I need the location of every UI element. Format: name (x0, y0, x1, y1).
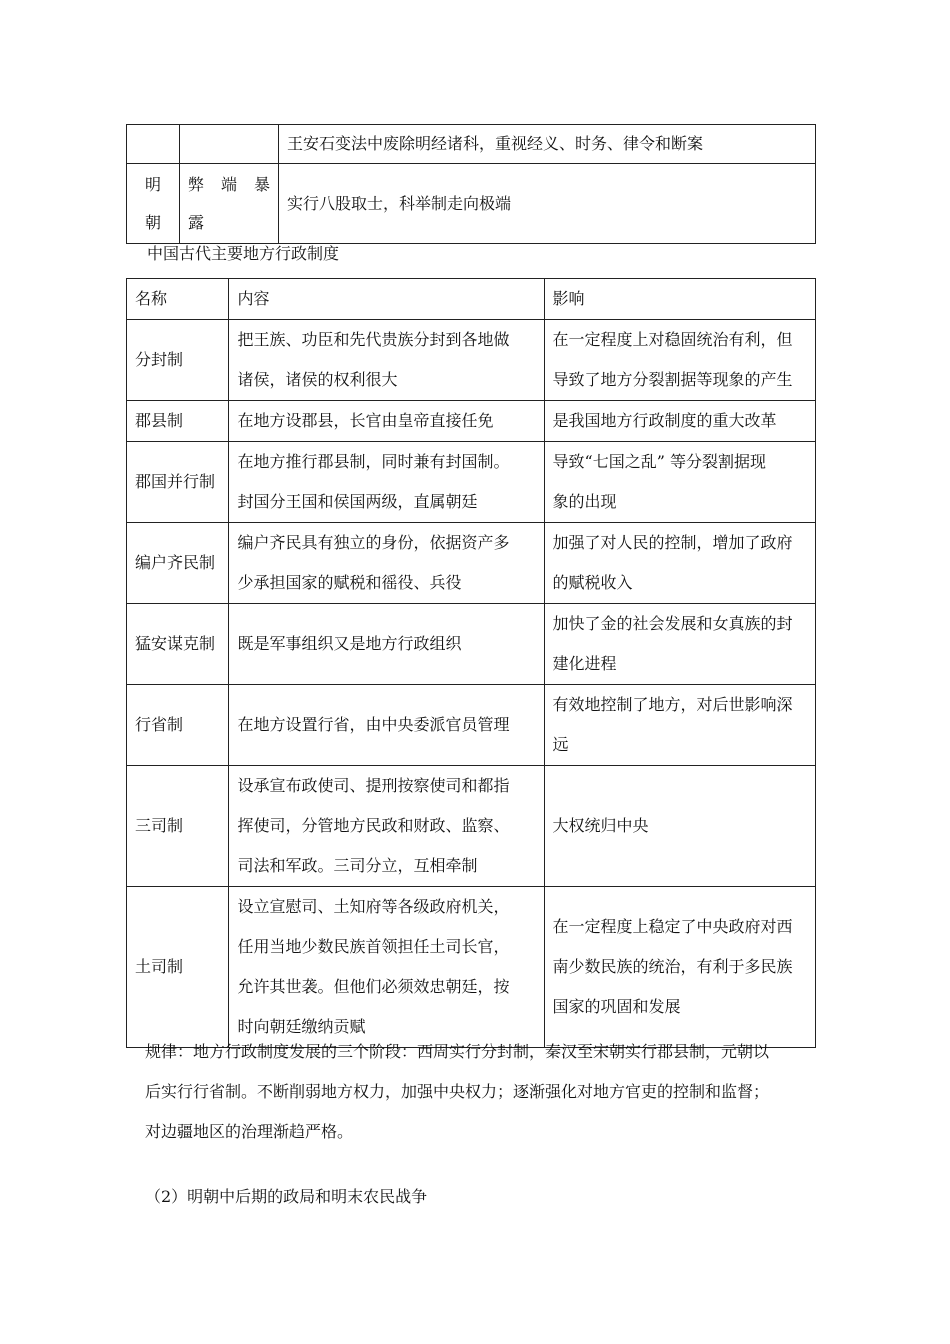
table-row (127, 523, 816, 604)
impact-cell (544, 766, 815, 887)
table-row (127, 401, 816, 442)
summary-paragraph (145, 1032, 817, 1152)
table-caption: 中国古代主要地方行政制度 (147, 244, 340, 263)
content-line: 时向朝廷缴纳贡赋 (237, 1017, 366, 1036)
content-cell (229, 401, 544, 442)
content-line: 封国分王国和侯国两级，直属朝廷 (237, 492, 478, 511)
table-row (127, 766, 816, 887)
content-line: 诸侯，诸侯的权利很大 (237, 370, 398, 389)
content-cell (229, 685, 544, 766)
impact-line: 是我国地方行政制度的重大改革 (552, 411, 777, 430)
table-row (127, 442, 816, 523)
impact-line: 加强了对人民的控制，增加了政府 (552, 533, 793, 552)
content-line: 少承担国家的赋税和徭役、兵役 (237, 573, 462, 592)
impact-line: 在一定程度上稳定了中央政府对西 (552, 917, 793, 936)
stage-line: 露 (188, 212, 205, 232)
system-name-cell: 猛安谋克制 (127, 604, 229, 685)
content-line: 在地方设置行省，由中央委派官员管理 (237, 715, 510, 734)
system-name-cell: 行省制 (127, 685, 229, 766)
content-line: 设承宣布政使司、提刑按察使司和都指 (237, 776, 510, 795)
impact-line: 远 (552, 735, 569, 754)
system-name-cell: 土司制 (127, 887, 229, 1048)
impact-line: 在一定程度上对稳固统治有利，但 (552, 330, 793, 349)
system-name-cell: 三司制 (127, 766, 229, 887)
impact-line: 导致“七国之乱” 等分裂割据现 (552, 452, 766, 471)
exam-reform-table (126, 124, 816, 244)
content-line: 编户齐民具有独立的身份，依据资产多 (237, 533, 510, 552)
table-row (127, 887, 816, 1048)
summary-line: 对边疆地区的治理渐趋严格。 (145, 1122, 354, 1141)
impact-cell (544, 604, 815, 685)
impact-cell (544, 401, 815, 442)
content-cell (229, 442, 544, 523)
impact-line: 导致了地方分裂割据等现象的产生 (552, 370, 793, 389)
summary-line: 规律：地方行政制度发展的三个阶段：西周实行分封制，秦汉至宋朝实行郡县制，元朝以 (145, 1042, 770, 1061)
content-line: 把王族、功臣和先代贵族分封到各地做 (237, 330, 510, 349)
table-row (127, 320, 816, 401)
dynasty-cell (127, 164, 180, 244)
header-cell: 内容 (229, 279, 544, 320)
system-name-cell: 郡县制 (127, 401, 229, 442)
system-name-cell: 编户齐民制 (127, 523, 229, 604)
section-heading: （2）明朝中后期的政局和明末农民战争 (145, 1187, 428, 1206)
impact-line: 国家的巩固和发展 (552, 997, 681, 1016)
content-line: 在地方推行郡县制，同时兼有封国制。 (237, 452, 510, 471)
content-cell: 实行八股取士，科举制走向极端 (279, 164, 816, 244)
header-row (127, 279, 816, 320)
summary-line: 后实行行省制。不断削弱地方权力，加强中央权力；逐渐强化对地方官吏的控制和监督； (145, 1082, 770, 1101)
dynasty-char: 明 (144, 174, 161, 194)
dynasty-cell (127, 125, 180, 164)
impact-line: 的赋税收入 (552, 573, 633, 592)
content-cell (229, 887, 544, 1048)
header-cell: 名称 (127, 279, 229, 320)
content-line: 挥使司，分管地方民政和财政、监察、 (237, 816, 510, 835)
content-line: 既是军事组织又是地方行政组织 (237, 634, 462, 653)
system-name-cell: 郡国并行制 (127, 442, 229, 523)
content-line: 在地方设郡县，长官由皇帝直接任免 (237, 411, 494, 430)
content-line: 司法和军政。三司分立，互相牵制 (237, 856, 478, 875)
impact-cell (544, 442, 815, 523)
impact-line: 南少数民族的统治，有利于多民族 (552, 957, 793, 976)
stage-cell (180, 125, 279, 164)
impact-cell (544, 523, 815, 604)
table-row (127, 604, 816, 685)
impact-cell (544, 887, 815, 1048)
impact-line: 象的出现 (552, 492, 617, 511)
content-line: 任用当地少数民族首领担任土司长官， (237, 937, 510, 956)
impact-line: 有效地控制了地方，对后世影响深 (552, 695, 793, 714)
table-row (127, 685, 816, 766)
stage-line: 弊端暴 (188, 174, 270, 194)
impact-line: 加快了金的社会发展和女真族的封 (552, 614, 793, 633)
impact-line: 建化进程 (552, 654, 617, 673)
impact-cell (544, 685, 815, 766)
content-cell (229, 320, 544, 401)
content-line: 允许其世袭。但他们必须效忠朝廷，按 (237, 977, 510, 996)
system-name-cell: 分封制 (127, 320, 229, 401)
impact-line: 大权统归中央 (552, 816, 649, 835)
content-cell (229, 604, 544, 685)
local-admin-table (126, 278, 816, 1048)
content-cell: 王安石变法中废除明经诸科，重视经义、时务、律令和断案 (279, 125, 816, 164)
content-line: 设立宣慰司、土知府等各级政府机关， (237, 897, 510, 916)
stage-cell (180, 164, 279, 244)
content-cell (229, 766, 544, 887)
header-cell: 影响 (544, 279, 815, 320)
dynasty-char: 朝 (144, 212, 161, 232)
impact-cell (544, 320, 815, 401)
content-cell (229, 523, 544, 604)
